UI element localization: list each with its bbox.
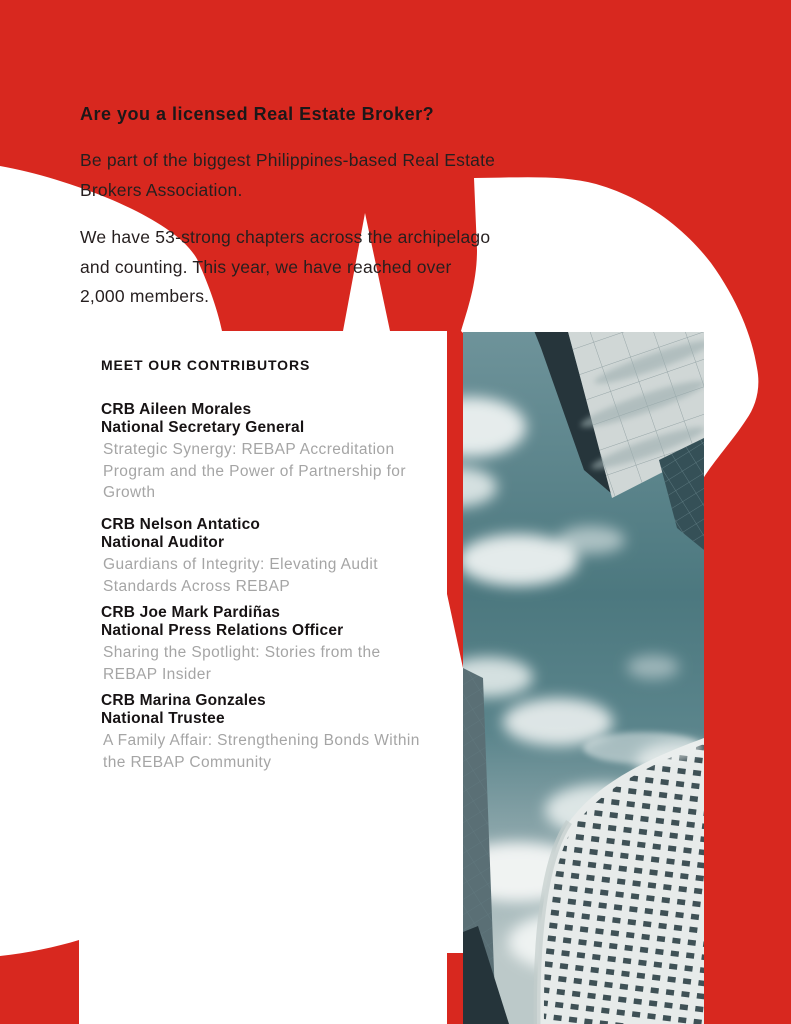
contributor-name: CRB Joe Mark Pardiñas xyxy=(101,604,281,621)
topic-line: Standards Across REBAP xyxy=(103,577,291,595)
contributor-entry xyxy=(101,604,381,685)
topic-line: Strategic Synergy: REBAP Accreditation xyxy=(103,441,395,458)
topic-line: Guardians of Integrity: Elevating Audit xyxy=(103,556,378,573)
contributor-entry xyxy=(101,516,378,597)
section-title: MEET OUR CONTRIBUTORS xyxy=(101,357,311,373)
topic-line: A Family Affair: Strengthening Bonds Within xyxy=(103,732,420,749)
topic-line: the REBAP Community xyxy=(103,753,272,771)
contributor-topic xyxy=(103,730,420,773)
intro-line: Brokers Association. xyxy=(80,179,243,200)
contributor-role: National Press Relations Officer xyxy=(101,621,344,639)
contributor-name: CRB Aileen Morales xyxy=(101,401,252,418)
contributor-topic xyxy=(103,439,406,504)
contributor-role: National Secretary General xyxy=(101,418,305,436)
red-bottom-left-swoosh xyxy=(0,940,79,1024)
intro-line: 2,000 members. xyxy=(80,286,210,306)
intro-paragraph-1 xyxy=(80,146,495,205)
contributor-name: CRB Marina Gonzales xyxy=(101,692,266,709)
topic-line: Program and the Power of Partnership for xyxy=(103,462,406,480)
intro-line: and counting. This year, we have reached over xyxy=(80,256,452,277)
contributor-name: CRB Nelson Antatico xyxy=(101,516,261,533)
contributor-role: National Trustee xyxy=(101,709,225,727)
topic-line: Sharing the Spotlight: Stories from the xyxy=(103,644,381,661)
contributor-role: National Auditor xyxy=(101,533,225,551)
intro-line: Be part of the biggest Philippines-based Real Estate xyxy=(80,150,496,170)
intro-paragraph-2 xyxy=(80,223,490,312)
cover-photo xyxy=(463,332,704,1024)
contributor-entry xyxy=(101,692,420,773)
contributor-entry xyxy=(101,401,406,504)
intro-line: We have 53-strong chapters across the archipelago xyxy=(80,227,491,247)
topic-line: Growth xyxy=(103,484,156,501)
headline: Are you a licensed Real Estate Broker? xyxy=(80,104,435,124)
contributor-topic xyxy=(103,554,378,597)
red-bottom-strip xyxy=(447,953,463,1024)
contributor-topic xyxy=(103,642,381,685)
topic-line: REBAP Insider xyxy=(103,665,212,683)
cover-photo-graphic xyxy=(463,332,704,1024)
